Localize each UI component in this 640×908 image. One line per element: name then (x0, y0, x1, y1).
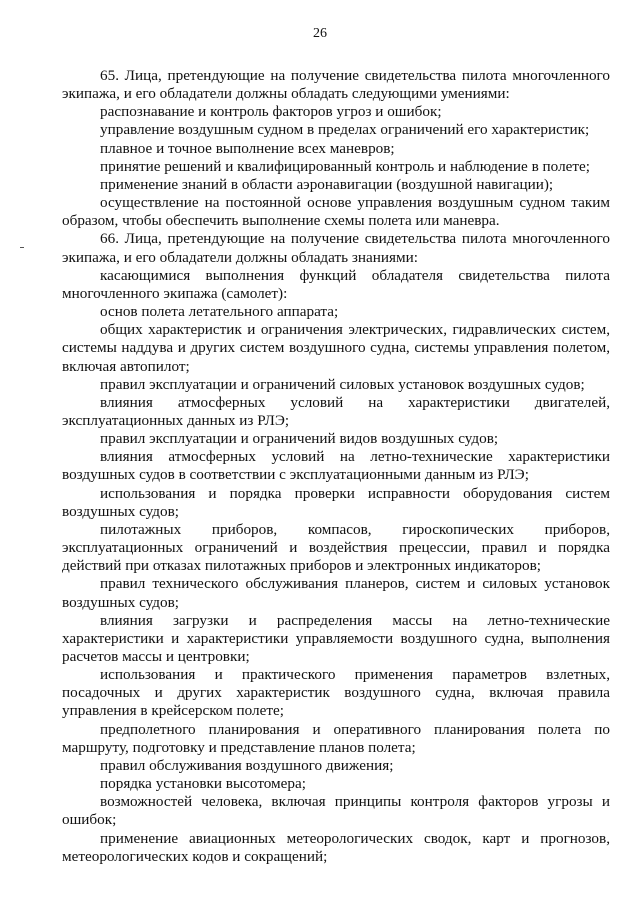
list-item: использования и практического применения параметров взлетных, посадочных и других характеристик воздушного судна, включая правила управления в крейсерском полете; (62, 666, 610, 720)
list-item: применение знаний в области аэронавигации (воздушной навигации); (100, 175, 554, 193)
list-item: осуществление на постоянной основе управления воздушным судном таким образом, чтобы обеспечить выполнение схемы полета или маневра. (62, 194, 610, 230)
page-number: 26 (313, 26, 327, 41)
list-item: влияния загрузки и распределения массы на летно-технические характеристики и характеристики управляемости воздушного судна, выполнения расчетов массы и центровки; (62, 611, 610, 665)
list-item: правил эксплуатации и ограничений видов воздушных судов; (100, 430, 499, 448)
paragraph-65-intro: 65. Лица, претендующие на получение свидетельства пилота многочленного экипажа, и его обладатели должны обладать следующими умениями: (62, 67, 610, 103)
scan-speck (20, 247, 24, 248)
list-item: общих характеристик и ограничения электрических, гидравлических систем, системы наддува и других систем воздушного судна, системы управления полетом, включая автопилот; (62, 321, 610, 375)
list-item: распознавание и контроль факторов угроз и ошибок; (100, 103, 442, 121)
list-item: плавное и точное выполнение всех маневров; (100, 139, 395, 157)
list-item: пилотажных приборов, компасов, гироскопических приборов, эксплуатационных ограничений и воздействия прецессии, правил и порядка действий при отказах пилотажных приборов и электронных индикаторов; (62, 520, 610, 575)
list-item: предполетного планирования и оперативного планирования полета по маршруту, подготовку и представление планов полета; (62, 720, 610, 756)
paragraph-66-intro: 66. Лица, претендующие на получение свидетельства пилота многочленного экипажа, и его обладатели должны обладать знаниями: (62, 230, 610, 266)
list-item: использования и порядка проверки исправности оборудования систем воздушных судов; (62, 484, 610, 520)
list-item: касающимися выполнения функций обладателя свидетельства пилота многочленного экипажа (самолет): (62, 266, 610, 302)
list-item: управление воздушным судном в пределах ограничений его характеристик; (100, 121, 590, 139)
document-body (62, 67, 610, 866)
list-item: основ полета летательного аппарата; (100, 303, 339, 321)
list-item: принятие решений и квалифицированный контроль и наблюдение в полете; (100, 157, 590, 175)
list-item: порядка установки высотомера; (100, 775, 306, 793)
list-item: влияния атмосферных условий на летно-технические характеристики воздушных судов в соответствии с эксплуатационными данным из РЛЭ; (62, 448, 610, 484)
list-item: возможностей человека, включая принципы контроля факторов угрозы и ошибок; (62, 793, 610, 829)
list-item: правил технического обслуживания планеров, систем и силовых установок воздушных судов; (62, 575, 610, 611)
list-item: влияния атмосферных условий на характеристики двигателей, эксплуатационных данных из РЛЭ; (62, 393, 610, 429)
list-item: правил обслуживания воздушного движения; (100, 756, 394, 774)
list-item: применение авиационных метеорологических сводок, карт и прогнозов, метеорологических кодов и сокращений; (62, 829, 610, 865)
list-item: правил эксплуатации и ограничений силовых установок воздушных судов; (100, 375, 585, 393)
